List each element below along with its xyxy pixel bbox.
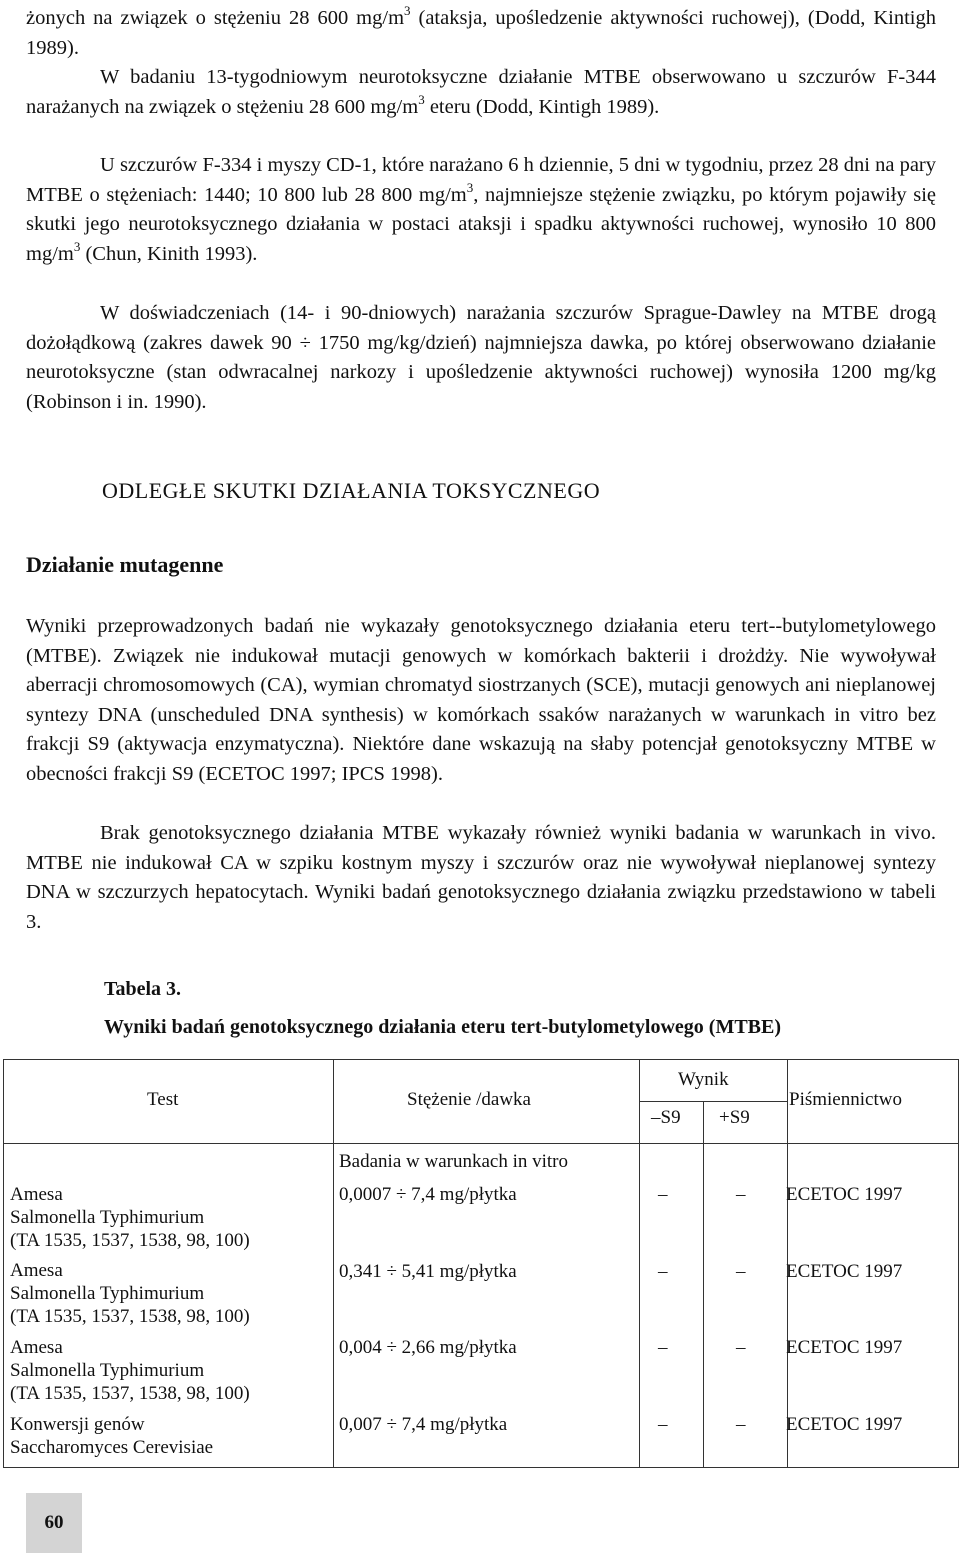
table-rule-bottom: [3, 1467, 959, 1468]
superscript: 3: [404, 3, 411, 18]
header-minus-s9: –S9: [651, 1107, 681, 1128]
paragraph-text: (ataksja, upośledzenie aktywności ruchowej), (Dodd, Kintigh 1989).: [26, 7, 936, 59]
table-cell-test: Amesa: [10, 1260, 63, 1281]
table-rule-header: [3, 1143, 959, 1144]
paragraph-text: U szczurów F-334 i myszy CD-1, które narażano 6 h dziennie, 5 dni w tygodniu, przez 28 dni na pary MTBE o stężeniach: 1440; 10 800 lub 28 800 mg/m: [26, 154, 936, 206]
header-test: Test: [147, 1089, 179, 1110]
table-cell-test: Saccharomyces Cerevisiae: [10, 1437, 214, 1458]
header-result: Wynik: [678, 1069, 729, 1090]
table-divider: [639, 1059, 640, 1468]
table-cell-ref: ECETOC 1997: [786, 1337, 903, 1358]
table-cell-minus: –: [658, 1414, 668, 1435]
paragraph-text: eteru (Dodd, Kintigh 1989).: [424, 95, 660, 118]
table-cell-test: (TA 1535, 1537, 1538, 98, 100): [10, 1230, 250, 1251]
table-cell-minus: –: [658, 1184, 668, 1205]
table-cell-dose: 0,0007 ÷ 7,4 mg/płytka: [339, 1184, 517, 1205]
paragraph-text: W badaniu 13-tygodniowym neurotoksyczne działanie MTBE obserwowano u szczurów F-344 narażanych na związek o stężeniu 28 600 mg/m: [26, 66, 936, 118]
paragraph-4: W doświadczeniach (14- i 90-dniowych) narażania szczurów Sprague-Dawley na MTBE drogą dożołądkową (zakres dawek 90 ÷ 1750 mg/kg/dzień) najmniejsza dawka, po której obserwowano działanie neurotoksyczne (stan odwracalnej narkozy i upośledzenie aktywności ruchowej) wynosiła 1200 mg/kg (Robinson i in. 1990).: [26, 302, 936, 413]
table-cell-dose: 0,007 ÷ 7,4 mg/płytka: [339, 1414, 508, 1435]
table-caption: Wyniki badań genotoksycznego działania eteru tert-butylometylowego (MTBE): [104, 1016, 782, 1038]
table-border-right: [958, 1059, 959, 1468]
header-dose: Stężenie /dawka: [407, 1089, 531, 1110]
table-cell-test: Salmonella Typhimurium: [10, 1207, 205, 1228]
header-refs: Piśmiennictwo: [789, 1089, 902, 1110]
table-cell-test: Amesa: [10, 1184, 63, 1205]
table-cell-test: Amesa: [10, 1337, 63, 1358]
table-cell-test: Salmonella Typhimurium: [10, 1360, 205, 1381]
subsection-heading: Działanie mutagenne: [26, 552, 224, 577]
table-cell-test: (TA 1535, 1537, 1538, 98, 100): [10, 1383, 250, 1404]
superscript: 3: [466, 179, 474, 195]
table-cell-test: Konwersji genów: [10, 1414, 145, 1435]
paragraph-text: , najmniejsze stężenie związku, po którym pojawiły się skutki jego neurotoksycznego działania w postaci ataksji i spadku aktywności ruchowej, wynosiło 10 800 mg/m: [26, 183, 937, 265]
page-number: 60: [26, 1493, 82, 1553]
table-rule-result: [639, 1101, 787, 1102]
table-cell-ref: ECETOC 1997: [786, 1184, 903, 1205]
table-cell-plus: –: [736, 1261, 746, 1282]
table-cell-ref: ECETOC 1997: [786, 1261, 903, 1282]
superscript: 3: [73, 238, 81, 254]
table-divider: [333, 1059, 334, 1468]
table-cell-plus: –: [736, 1414, 746, 1435]
paragraph-5: Wyniki przeprowadzonych badań nie wykazały genotoksycznego działania eteru tert--butylometylowego (MTBE). Związek nie indukował mutacji genowych w komórkach bakterii i drożdży. Nie wywoływał aberracji chromosomowych (CA), wymian chromatyd siostrzanych (SCE), mutacji genowych ani nieplanowej syntezy DNA (unscheduled DNA synthesis) w komórkach ssaków narażanych w warunkach in vitro bez frakcji S9 (aktywacja enzymatyczna). Niektóre dane wskazują na słaby potencjał genotoksyczny MTBE w obecności frakcji S9 (ECETOC 1997; IPCS 1998).: [26, 615, 936, 785]
table-cell-dose: 0,341 ÷ 5,41 mg/płytka: [339, 1261, 517, 1282]
table-divider: [703, 1101, 704, 1468]
table-cell-dose: 0,004 ÷ 2,66 mg/płytka: [339, 1337, 517, 1358]
table-cell-test: Salmonella Typhimurium: [10, 1283, 205, 1304]
table-cell-minus: –: [658, 1261, 668, 1282]
table-cell-minus: –: [658, 1337, 668, 1358]
section-heading: ODLEGŁE SKUTKI DZIAŁANIA TOKSYCZNEGO: [102, 478, 601, 503]
table-group-label: Badania w warunkach in vitro: [339, 1151, 568, 1172]
table-border-left: [3, 1059, 4, 1468]
paragraph-6: Brak genotoksycznego działania MTBE wykazały również wyniki badania w warunkach in vivo. MTBE nie indukował CA w szpiku kostnym myszy i szczurów oraz nie wywoływał nieplanowej syntezy DNA w szczurzych hepatocytach. Wyniki badań genotoksycznego działania związku przedstawiono w tabeli 3.: [26, 822, 936, 933]
results-table: [3, 1059, 959, 1468]
paragraph-text: żonych na związek o stężeniu 28 600 mg/m: [26, 7, 405, 29]
table-label: Tabela 3.: [104, 978, 182, 1000]
table-cell-plus: –: [736, 1184, 746, 1205]
table-rule-top: [3, 1059, 959, 1060]
table-cell-plus: –: [736, 1337, 746, 1358]
paragraph-3: [26, 151, 936, 269]
superscript: 3: [418, 91, 425, 107]
paragraph-1: [26, 4, 936, 63]
paragraph-2: [26, 63, 936, 122]
table-cell-ref: ECETOC 1997: [786, 1414, 903, 1435]
table-cell-test: (TA 1535, 1537, 1538, 98, 100): [10, 1306, 250, 1327]
header-plus-s9: +S9: [719, 1107, 750, 1128]
paragraph-text: (Chun, Kinith 1993).: [80, 242, 258, 265]
